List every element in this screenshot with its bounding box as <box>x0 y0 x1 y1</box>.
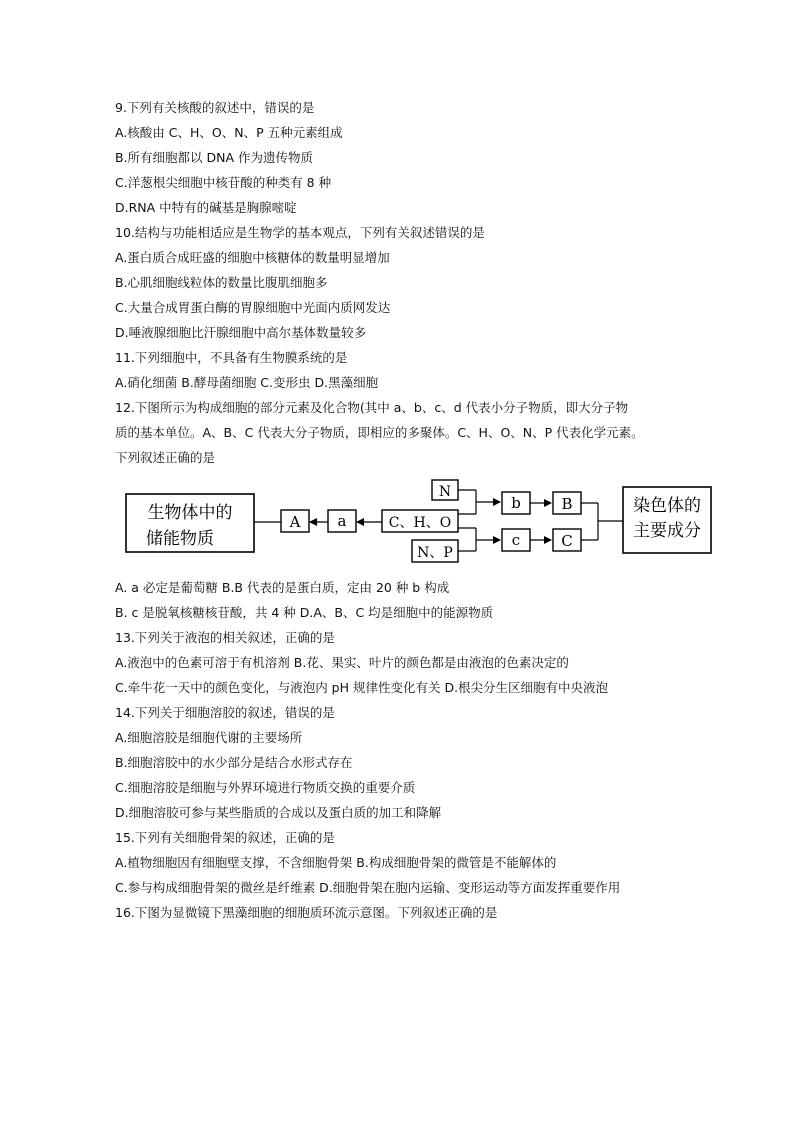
box-a-label: a <box>337 512 347 530</box>
q10-option-c: C.大量合成胃蛋白酶的胃腺细胞中光面内质网发达 <box>115 300 391 315</box>
q11-stem: 11.下列细胞中，不具备有生物膜系统的是 <box>115 350 348 365</box>
q12-options-line1: A. a 必定是葡萄糖 B.B 代表的是蛋白质，定由 20 种 b 构成 <box>115 580 450 595</box>
chromosome-label-line2: 主要成分 <box>633 521 701 541</box>
q11-options: A.硝化细菌 B.酵母菌细胞 C.变形虫 D.黑藻细胞 <box>115 375 379 390</box>
box-b-label: b <box>511 494 521 512</box>
chromosome-label-line1: 染色体的 <box>633 496 701 516</box>
q9-stem: 9.下列有关核酸的叙述中，错误的是 <box>115 100 315 115</box>
box-c-label: c <box>511 531 521 549</box>
q16-stem: 16.下图为显微镜下黑藻细胞的细胞质环流示意图。下列叙述正确的是 <box>115 905 498 920</box>
box-CHO-label: C、H、O <box>388 515 452 531</box>
q10-option-d: D.唾液腺细胞比汗腺细胞中高尔基体数量较多 <box>115 325 367 340</box>
box-A-label: A <box>289 513 301 531</box>
q14-option-b: B.细胞溶胶中的水少部分是结合水形式存在 <box>115 755 353 770</box>
q10-option-b: B.心肌细胞线粒体的数量比腹肌细胞多 <box>115 275 328 290</box>
storage-label-line1: 生物体中的 <box>147 503 233 523</box>
q12-stem-line2: 质的基本单位。A、B、C 代表大分子物质，即相应的多聚体。C、H、O、N、P 代表化学元素。 <box>115 425 644 440</box>
box-N-label: N <box>438 484 452 500</box>
q12-options-line2: B. c 是脱氧核糖核苷酸，共 4 种 D.A、B、C 均是细胞中的能源物质 <box>115 605 494 620</box>
q9-option-d: D.RNA 中特有的碱基是胸腺嘧啶 <box>115 200 297 215</box>
q9-option-c: C.洋葱根尖细胞中核苷酸的种类有 8 种 <box>115 175 332 190</box>
q14-option-a: A.细胞溶胶是细胞代谢的主要场所 <box>115 730 303 745</box>
storage-label-line2: 储能物质 <box>146 529 214 549</box>
q13-options-line2: C.牵牛花一天中的颜色变化，与液泡内 pH 规律性变化有关 D.根尖分生区细胞有中央液泡 <box>115 680 609 695</box>
box-C-label: C <box>561 532 573 550</box>
q15-options-line2: C.参与构成细胞骨架的微丝是纤维素 D.细胞骨架在胞内运输、变形运动等方面发挥重要作用 <box>115 880 621 895</box>
box-B-label: B <box>561 495 573 513</box>
q12-stem-line3: 下列叙述正确的是 <box>115 450 216 465</box>
q14-option-d: D.细胞溶胶可参与某些脂质的合成以及蛋白质的加工和降解 <box>115 805 442 820</box>
q9-option-a: A.核酸由 C、H、O、N、P 五种元素组成 <box>115 125 343 140</box>
q15-stem: 15.下列有关细胞骨架的叙述，正确的是 <box>115 830 335 845</box>
q12-diagram <box>120 478 720 570</box>
q13-stem: 13.下列关于液泡的相关叙述，正确的是 <box>115 630 335 645</box>
q15-options-line1: A.植物细胞因有细胞壁支撑，不含细胞骨架 B.构成细胞骨架的微管是不能解体的 <box>115 855 557 870</box>
q9-option-b: B.所有细胞都以 DNA 作为遗传物质 <box>115 150 314 165</box>
q14-option-c: C.细胞溶胶是细胞与外界环境进行物质交换的重要介质 <box>115 780 416 795</box>
q13-options-line1: A.液泡中的色素可溶于有机溶剂 B.花、果实、叶片的颜色都是由液泡的色素决定的 <box>115 655 569 670</box>
q14-stem: 14.下列关于细胞溶胶的叙述，错误的是 <box>115 705 335 720</box>
box-NP-label: N、P <box>417 545 453 561</box>
q12-stem-line1: 12.下图所示为构成细胞的部分元素及化合物(其中 a、b、c、d 代表小分子物质，即大分子物 <box>115 400 629 415</box>
q10-stem: 10.结构与功能相适应是生物学的基本观点，下列有关叙述错误的是 <box>115 225 485 240</box>
q10-option-a: A.蛋白质合成旺盛的细胞中核糖体的数量明显增加 <box>115 250 390 265</box>
